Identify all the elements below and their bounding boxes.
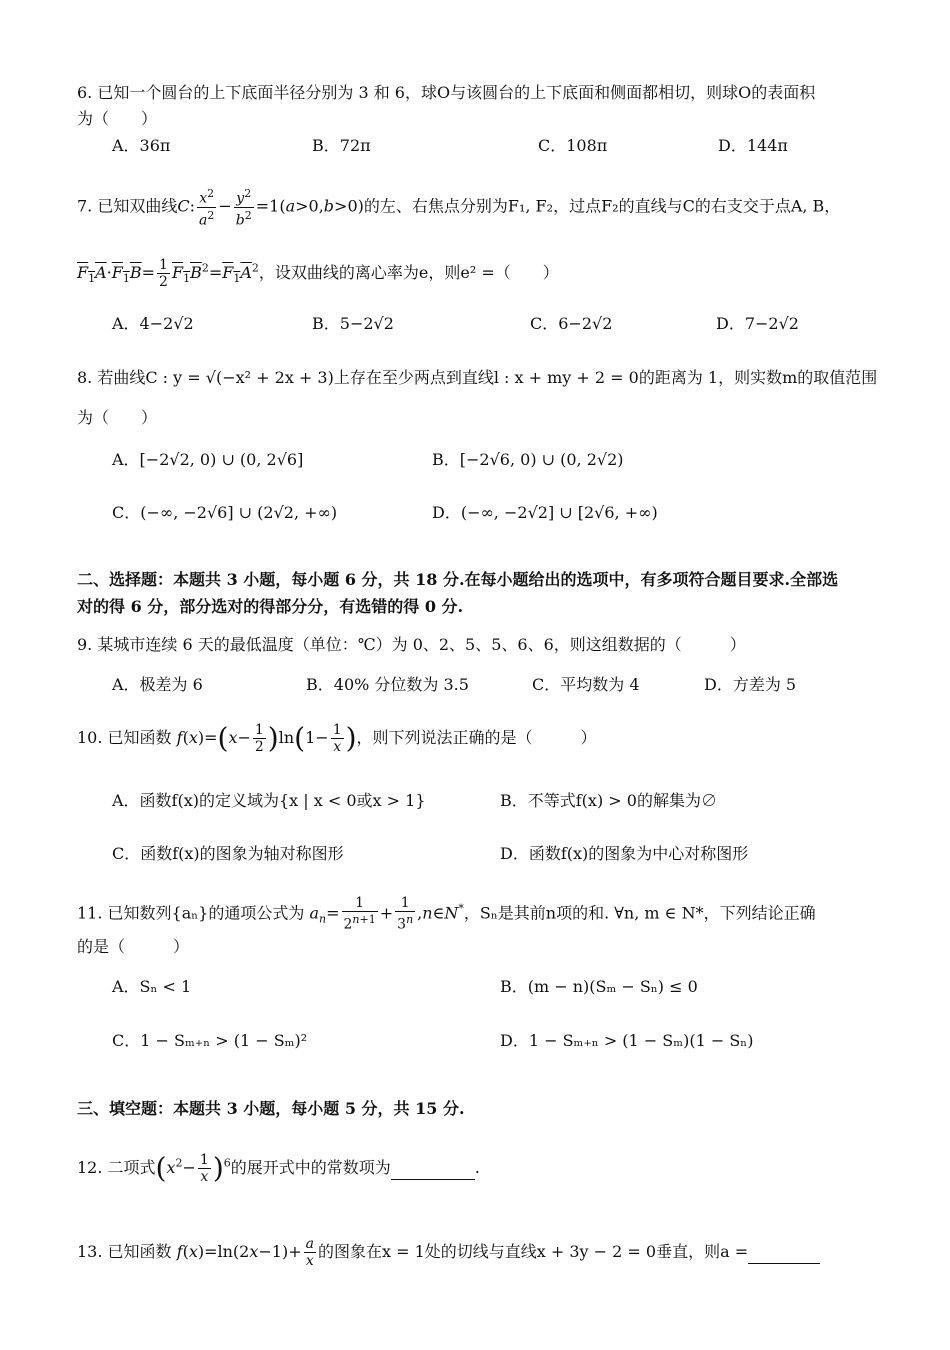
q11-option-b[interactable]: B．(m − n)(Sₘ − Sₙ) ≤ 0 bbox=[500, 977, 698, 996]
q7-option-a[interactable]: A．4−2√2 bbox=[112, 314, 194, 333]
q11-stem-cont: 的是（ ） bbox=[77, 937, 190, 956]
q11-option-a[interactable]: A．Sₙ < 1 bbox=[112, 977, 192, 996]
q9-option-d[interactable]: D．方差为 5 bbox=[704, 675, 797, 694]
q13-suffix: 的图象在x = 1处的切线与直线x + 3y − 2 = 0垂直，则a = bbox=[317, 1242, 749, 1261]
q10-option-d[interactable]: D．函数f(x)的图象为中心对称图形 bbox=[500, 844, 749, 863]
q7-stem: 7. 已知双曲线C: $\frac{x^2}{a^2}$ − $\frac{y^2}{b^2}$ =1(a>0,b>0)的左、右焦点分别为F₁, F₂，过点F₂的直线与C的右支交于点A, B， bbox=[77, 187, 841, 229]
q8-stem: 8. 若曲线C : y = √(−x² + 2x + 3)上存在至少两点到直线l : x + my + 2 = 0的距离为 1，则实数m的取值范围 bbox=[77, 368, 878, 387]
q12-stem: 12. 二项式($x^2-$ $\frac{1}{x}$ )$^6$的展开式中的常数项为 . bbox=[77, 1151, 480, 1185]
fraction: $\frac{1}{x}$ bbox=[332, 722, 342, 755]
fraction: $\frac{a}{x}$ bbox=[305, 1236, 314, 1269]
q10-stem: 10. 已知函数 f(x)=(x− $\frac{1}{2}$ )ln(1− $\frac{1}{x}$ )，则下列说法正确的是（ ） bbox=[77, 721, 597, 755]
section-2-heading: 二、选择题：本题共 3 小题，每小题 6 分，共 18 分.在每小题给出的选项中，有多项符合题目要求.全部选 bbox=[77, 570, 839, 589]
q12-prefix: 12. 二项式 bbox=[77, 1158, 156, 1177]
q8-option-b[interactable]: B．[−2√6, 0) ∪ (0, 2√2) bbox=[432, 450, 624, 469]
q6-option-a[interactable]: A．36π bbox=[112, 136, 171, 155]
q13-stem: 13. 已知函数 f(x)=ln(2x−1)+ $\frac{a}{x}$ 的图象在x = 1处的切线与直线x + 3y − 2 = 0垂直，则a = bbox=[77, 1236, 820, 1269]
q8-option-a[interactable]: A．[−2√2, 0) ∪ (0, 2√6] bbox=[112, 450, 304, 469]
q13-answer-blank[interactable] bbox=[748, 1241, 820, 1264]
q9-option-b[interactable]: B．40% 分位数为 3.5 bbox=[306, 675, 469, 694]
q11-prefix: 11. 已知数列{aₙ}的通项公式为 bbox=[77, 903, 305, 923]
q11-option-d[interactable]: D．1 − Sₘ₊ₙ > (1 − Sₘ)(1 − Sₙ) bbox=[500, 1031, 754, 1050]
q6-option-d[interactable]: D．144π bbox=[718, 136, 788, 155]
q11-option-c[interactable]: C．1 − Sₘ₊ₙ > (1 − Sₘ)² bbox=[112, 1031, 308, 1050]
q10-suffix: ，则下列说法正确的是（ ） bbox=[356, 728, 597, 747]
q11-suffix: ，Sₙ是其前n项的和. ∀n, m ∈ N*，下列结论正确 bbox=[463, 903, 816, 923]
q10-option-c[interactable]: C．函数f(x)的图象为轴对称图形 bbox=[112, 844, 344, 863]
q7-option-d[interactable]: D．7−2√2 bbox=[716, 314, 799, 333]
q12-suffix: 的展开式中的常数项为 bbox=[230, 1158, 391, 1177]
q9-option-c[interactable]: C．平均数为 4 bbox=[532, 675, 640, 694]
fraction: $\frac{1}{3^n}$ bbox=[397, 895, 414, 933]
q13-prefix: 13. 已知函数 bbox=[77, 1242, 172, 1261]
section-3-heading: 三、填空题：本题共 3 小题，每小题 5 分，共 15 分. bbox=[77, 1099, 465, 1118]
q6-stem-cont: 为（ ） bbox=[77, 109, 158, 128]
q6-stem: 6. 已知一个圆台的上下底面半径分别为 3 和 6，球O与该圆台的上下底面和侧面都相切，则球O的表面积 bbox=[77, 83, 816, 102]
q7-suffix: 的左、右焦点分别为F₁, F₂，过点F₂的直线与C的右支交于点A, B， bbox=[363, 196, 841, 216]
fraction: $\frac{1}{x}$ bbox=[199, 1152, 209, 1185]
fraction: $\frac{x^2}{a^2}$ bbox=[199, 187, 215, 229]
q9-stem: 9. 某城市连续 6 天的最低温度（单位：℃）为 0、2、5、5、6、6，则这组数据的（ ） bbox=[77, 635, 746, 654]
q11-stem: 11. 已知数列{aₙ}的通项公式为 $a_n=$ $\frac{1}{2^{n+1}}$ + $\frac{1}{3^n}$ ,n∈N*，Sₙ是其前n项的和. ∀n, m ∈ N*，下列结论正确 bbox=[77, 895, 816, 933]
fraction: $\frac{1}{2^{n+1}}$ bbox=[343, 895, 376, 933]
q12-answer-blank[interactable] bbox=[391, 1157, 475, 1180]
fraction: $\frac{1}{2}$ bbox=[159, 257, 168, 290]
q7-option-c[interactable]: C．6−2√2 bbox=[530, 314, 613, 333]
q6-option-c[interactable]: C．108π bbox=[538, 136, 608, 155]
q7-option-b[interactable]: B．5−2√2 bbox=[312, 314, 394, 333]
q12-end: . bbox=[474, 1158, 480, 1177]
q10-option-b[interactable]: B．不等式f(x) > 0的解集为∅ bbox=[500, 791, 717, 810]
fraction: $\frac{1}{2}$ bbox=[254, 722, 264, 755]
q8-stem-cont: 为（ ） bbox=[77, 408, 158, 427]
q7-condition: $F_1A\cdot F_1B=$ $\frac{1}{2}$ $F_1B^2=F_1A^2$，设双曲线的离心率为e，则e² =（ ） bbox=[77, 257, 559, 290]
q6-option-b[interactable]: B．72π bbox=[312, 136, 371, 155]
section-2-heading-cont: 对的得 6 分，部分选对的得部分分，有选错的得 0 分. bbox=[77, 597, 464, 616]
q7-prefix: 7. 已知双曲线 bbox=[77, 196, 178, 216]
q9-option-a[interactable]: A．极差为 6 bbox=[112, 675, 203, 694]
q8-option-d[interactable]: D．(−∞, −2√2] ∪ [2√6, +∞) bbox=[432, 503, 658, 522]
q8-option-c[interactable]: C．(−∞, −2√6] ∪ (2√2, +∞) bbox=[112, 503, 338, 522]
q10-option-a[interactable]: A．函数f(x)的定义域为{x | x < 0或x > 1} bbox=[112, 791, 426, 810]
fraction: $\frac{y^2}{b^2}$ bbox=[235, 187, 252, 229]
q7-condition-suffix: ，设双曲线的离心率为e，则e² =（ ） bbox=[258, 263, 559, 282]
q10-prefix: 10. 已知函数 bbox=[77, 728, 172, 747]
